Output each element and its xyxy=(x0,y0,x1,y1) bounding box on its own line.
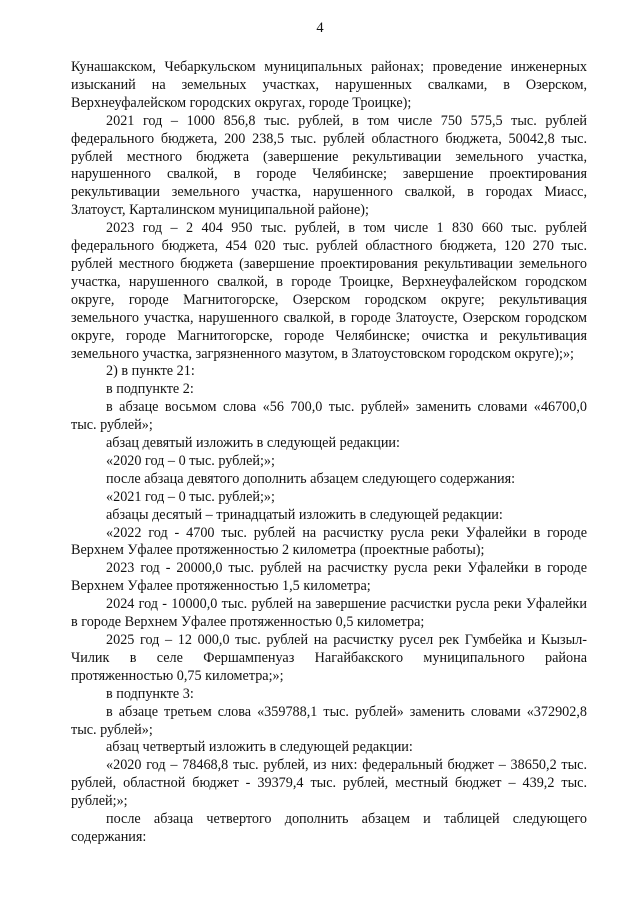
paragraph: абзацы десятый – тринадцатый изложить в следующей редакции: xyxy=(106,506,503,523)
paragraph: после абзаца девятого дополнить абзацем следующего содержания: xyxy=(106,470,516,487)
paragraph: 2023 год – 2 404 950 тыс. рублей, в том числе 1 830 660 тыс. рублей федерального бюджета, 454 020 тыс. рублей областного бюджета, 120 270 тыс. рублей местного бюджета (завершение проектирования рекультивации земельного участка, нарушенного свалкой, в городе Троицке, Верхнеуфалейском городском округе, городе Магнитогорске, Озерском городском округе; рекультивация земельного участка, нарушенного свалкой, в городе Златоусте, Озерском городском округе, городе Магнитогорске, городе Челябинске; очистка и рекультивация земельного участка, загрязненного мазутом, в Златоустовском городском округе);»; xyxy=(71,220,587,362)
page-number: 4 xyxy=(316,20,324,36)
paragraph: «2020 год – 0 тыс. рублей;»; xyxy=(106,452,275,469)
paragraph: «2020 год – 78468,8 тыс. рублей, из них: федеральный бюджет – 38650,2 тыс. рублей, областной бюджет - 39379,4 тыс. рублей, местный бюджет – 439,2 тыс. рублей;»; xyxy=(71,757,587,810)
paragraph: «2022 год - 4700 тыс. рублей на расчистку русла реки Уфалейки в городе Верхнем Уфалее протяженностью 2 километра (проектные работы); xyxy=(71,524,587,559)
paragraph: 2025 год – 12 000,0 тыс. рублей на расчистку русел рек Гумбейка и Кызыл-Чилик в селе Фершампенуаз Нагайбакского муниципального района протяженностью 0,75 километра;»; xyxy=(71,632,587,684)
paragraph: 2021 год – 1000 856,8 тыс. рублей, в том числе 750 575,5 тыс. рублей федерального бюджета, 200 238,5 тыс. рублей областного бюджета, 50042,8 тыс. рублей местного бюджета (завершение рекультивации земельного участка, нарушенного свалкой, в городе Челябинске; завершение проектирования рекультивации земельного участка, нарушенного свалкой, в городах Миасс, Златоуст, Карталинском муниципальной районе); xyxy=(71,112,587,219)
paragraph: «2021 год – 0 тыс. рублей;»; xyxy=(106,488,275,505)
paragraph: 2024 год - 10000,0 тыс. рублей на завершение расчистки русла реки Уфалейки в городе Верхнем Уфалее протяженностью 0,5 километра; xyxy=(71,596,587,631)
paragraph: в абзаце третьем слова «359788,1 тыс. рублей» заменить словами «372902,8 тыс. рублей»; xyxy=(71,703,587,738)
paragraph: 2) в пункте 21: xyxy=(106,363,195,380)
paragraph: абзац четвертый изложить в следующей редакции: xyxy=(106,739,413,756)
paragraph: в подпункте 2: xyxy=(106,381,194,398)
paragraph: в абзаце восьмом слова «56 700,0 тыс. рублей» заменить словами «46700,0 тыс. рублей»; xyxy=(71,399,587,434)
paragraph: абзац девятый изложить в следующей редакции: xyxy=(106,435,400,452)
paragraph: 2023 год - 20000,0 тыс. рублей на расчистку русла реки Уфалейки в городе Верхнем Уфалее протяженностью 1,5 километра; xyxy=(71,560,587,595)
document-body xyxy=(71,59,587,847)
paragraph: Кунашакском, Чебаркульском муниципальных районах; проведение инженерных изысканий на земельных участках, нарушенных свалками, в Озерском, Верхнеуфалейском городских округах, городе Троицке); xyxy=(71,59,587,111)
paragraph: после абзаца четвертого дополнить абзацем и таблицей следующего содержания: xyxy=(71,811,587,845)
paragraph: в подпункте 3: xyxy=(106,685,194,702)
